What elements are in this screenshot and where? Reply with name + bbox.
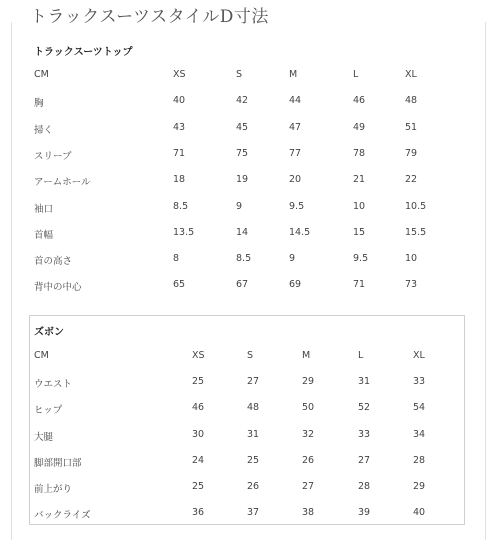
top-cell-value: 10 (405, 253, 418, 265)
top-cell-value: 44 (289, 95, 302, 107)
top-cell-value: 42 (236, 95, 249, 107)
pants-cell-value: 28 (413, 454, 426, 466)
top-cell-value: 78 (353, 147, 366, 159)
top-cell-value: 21 (353, 174, 366, 186)
top-cell-value: 43 (173, 121, 186, 133)
top-row-label: 首の高さ (34, 256, 73, 268)
top-cell-value: 49 (353, 121, 366, 133)
top-cell-value: 71 (353, 279, 366, 291)
pants-header-size: M (302, 350, 311, 361)
pants-cell-value: 36 (192, 507, 205, 519)
top-cell-value: 9.5 (289, 200, 305, 212)
top-header-unit: CM (34, 69, 49, 80)
pants-section-box (29, 315, 465, 525)
top-cell-value: 9.5 (353, 253, 369, 265)
pants-cell-value: 29 (413, 481, 426, 492)
pants-cell-value: 48 (247, 402, 260, 414)
pants-cell-value: 31 (247, 428, 260, 440)
pants-header-unit: CM (34, 350, 49, 361)
top-cell-value: 65 (173, 279, 186, 291)
pants-row-label: ウエスト (34, 379, 73, 391)
pants-cell-value: 54 (413, 402, 426, 414)
top-row-label: 掃く (34, 124, 54, 136)
pants-cell-value: 34 (413, 428, 426, 440)
top-header-size: S (236, 69, 243, 80)
top-cell-value: 46 (353, 95, 366, 107)
top-cell-value: 40 (173, 95, 186, 107)
pants-cell-value: 39 (358, 507, 371, 519)
top-row-label: スリーブ (34, 150, 72, 162)
top-cell-value: 45 (236, 121, 249, 133)
top-cell-value: 10.5 (405, 200, 427, 212)
pants-cell-value: 37 (247, 507, 260, 519)
top-cell-value: 77 (289, 147, 302, 159)
pants-cell-value: 26 (247, 481, 260, 492)
pants-cell-value: 27 (358, 454, 371, 466)
top-cell-value: 8 (173, 253, 180, 265)
top-cell-value: 19 (236, 174, 249, 186)
top-cell-value: 47 (289, 121, 302, 133)
pants-header-size: L (358, 350, 364, 361)
top-cell-value: 8.5 (236, 253, 252, 265)
top-cell-value: 18 (173, 174, 186, 186)
pants-cell-value: 40 (413, 507, 426, 519)
pants-row-label: バックライズ (34, 510, 91, 522)
pants-cell-value: 50 (302, 402, 315, 414)
page-title: トラックスーツスタイルD寸法 (30, 7, 269, 27)
pants-cell-value: 30 (192, 428, 205, 440)
top-cell-value: 75 (236, 147, 249, 159)
pants-row-label: 大腿 (34, 431, 54, 443)
pants-row-label: ヒップ (34, 405, 63, 417)
top-header-size: L (353, 69, 359, 80)
pants-cell-value: 33 (413, 376, 426, 388)
top-section-title: トラックスーツトップ (34, 47, 133, 58)
pants-header-size: XL (413, 350, 425, 361)
pants-cell-value: 38 (302, 507, 315, 519)
pants-cell-value: 31 (358, 376, 371, 388)
top-cell-value: 71 (173, 147, 186, 159)
top-cell-value: 9 (236, 200, 243, 212)
top-cell-value: 69 (289, 279, 302, 291)
top-row-label: 背中の中心 (34, 282, 82, 294)
pants-cell-value: 28 (358, 481, 371, 492)
pants-cell-value: 25 (247, 454, 260, 466)
pants-cell-value: 29 (302, 376, 315, 388)
pants-row-label: 脚部開口部 (34, 457, 82, 469)
top-cell-value: 48 (405, 95, 418, 107)
pants-cell-value: 46 (192, 402, 205, 414)
top-header-size: XL (405, 69, 417, 80)
top-row-label: アームホール (34, 177, 91, 189)
top-cell-value: 14.5 (289, 226, 311, 238)
pants-cell-value: 24 (192, 454, 205, 466)
top-cell-value: 20 (289, 174, 302, 186)
left-frame-line (11, 22, 12, 540)
top-cell-value: 79 (405, 147, 418, 159)
pants-cell-value: 27 (302, 481, 315, 492)
top-cell-value: 15.5 (405, 226, 427, 238)
pants-cell-value: 25 (192, 481, 205, 492)
top-header-size: M (289, 69, 298, 80)
pants-cell-value: 25 (192, 376, 205, 388)
top-row-label: 袖口 (34, 203, 54, 215)
top-cell-value: 13.5 (173, 226, 195, 238)
pants-header-size: XS (192, 350, 205, 361)
top-cell-value: 73 (405, 279, 418, 291)
top-cell-value: 15 (353, 226, 366, 238)
pants-row-label: 前上がり (34, 484, 73, 495)
top-cell-value: 67 (236, 279, 249, 291)
top-cell-value: 10 (353, 200, 366, 212)
top-row-label: 胸 (34, 98, 44, 110)
top-row-label: 首幅 (34, 229, 54, 241)
pants-cell-value: 27 (247, 376, 260, 388)
top-cell-value: 22 (405, 174, 418, 186)
top-cell-value: 51 (405, 121, 418, 133)
top-cell-value: 9 (289, 253, 296, 265)
pants-cell-value: 26 (302, 454, 315, 466)
top-cell-value: 8.5 (173, 200, 189, 212)
right-frame-line (485, 22, 486, 540)
top-header-size: XS (173, 69, 186, 80)
pants-cell-value: 33 (358, 428, 371, 440)
top-cell-value: 14 (236, 226, 249, 238)
pants-cell-value: 32 (302, 428, 315, 440)
pants-header-size: S (247, 350, 254, 361)
pants-section-title: ズボン (34, 327, 64, 338)
pants-cell-value: 52 (358, 402, 371, 414)
